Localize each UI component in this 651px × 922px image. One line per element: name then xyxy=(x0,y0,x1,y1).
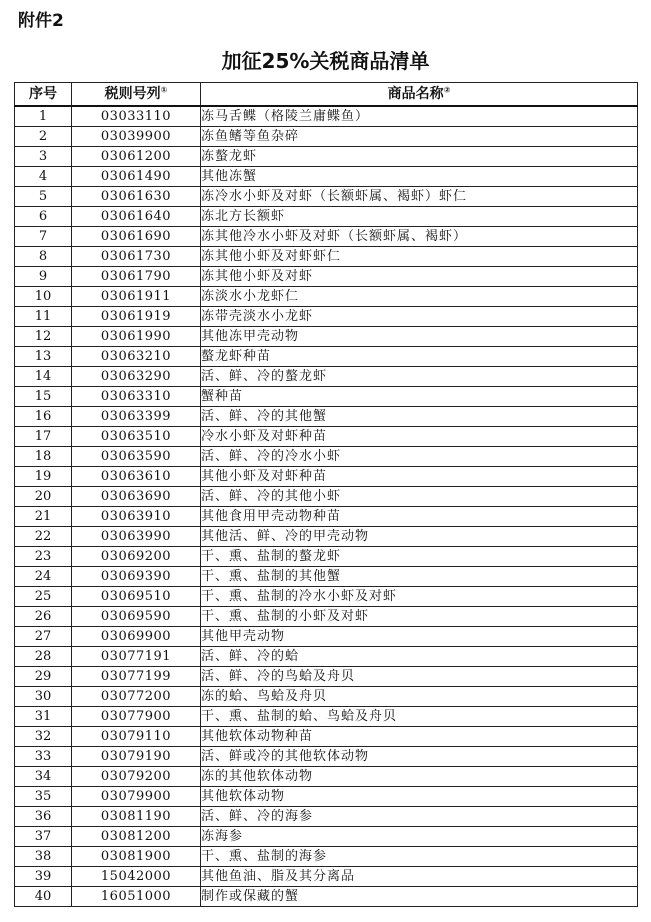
row-tariff-code-cell: 03061690 xyxy=(72,227,201,247)
table-row xyxy=(15,187,638,207)
row-serial-cell: 11 xyxy=(15,307,72,327)
table-row xyxy=(15,347,638,367)
tariff-goods-table xyxy=(14,82,638,907)
row-goods-name-cell: 活、鲜、冷的冷水小虾 xyxy=(201,447,638,467)
row-goods-name-cell: 冻的其他软体动物 xyxy=(201,767,638,787)
table-row xyxy=(15,667,638,687)
table-row xyxy=(15,527,638,547)
row-goods-name-cell: 活、鲜或冷的其他软体动物 xyxy=(201,747,638,767)
table-row xyxy=(15,147,638,167)
row-serial-cell: 38 xyxy=(15,847,72,867)
row-tariff-code-cell: 03061730 xyxy=(72,247,201,267)
row-serial-cell: 16 xyxy=(15,407,72,427)
row-goods-name-cell: 冻马舌鲽（格陵兰庸鲽鱼） xyxy=(201,106,638,127)
footnote-marker: ① xyxy=(160,85,168,95)
row-tariff-code-cell: 03077191 xyxy=(72,647,201,667)
table-row xyxy=(15,767,638,787)
row-goods-name-cell: 冻北方长额虾 xyxy=(201,207,638,227)
table-header-row xyxy=(15,83,638,107)
row-goods-name-cell: 冷水小虾及对虾种苗 xyxy=(201,427,638,447)
row-goods-name-cell: 其他小虾及对虾种苗 xyxy=(201,467,638,487)
row-goods-name-cell: 冻冷水小虾及对虾（长额虾属、褐虾）虾仁 xyxy=(201,187,638,207)
row-tariff-code-cell: 03063690 xyxy=(72,487,201,507)
row-serial-cell: 34 xyxy=(15,767,72,787)
table-row xyxy=(15,447,638,467)
row-goods-name-cell: 冻海参 xyxy=(201,827,638,847)
row-serial-cell: 21 xyxy=(15,507,72,527)
row-tariff-code-cell: 03077200 xyxy=(72,687,201,707)
column-header-goods-name: 商品名称② xyxy=(201,83,638,107)
row-goods-name-cell: 冻螯龙虾 xyxy=(201,147,638,167)
row-serial-cell: 9 xyxy=(15,267,72,287)
row-goods-name-cell: 其他冻蟹 xyxy=(201,167,638,187)
row-tariff-code-cell: 03079200 xyxy=(72,767,201,787)
row-tariff-code-cell: 03061990 xyxy=(72,327,201,347)
table-row xyxy=(15,247,638,267)
row-serial-cell: 19 xyxy=(15,467,72,487)
row-serial-cell: 24 xyxy=(15,567,72,587)
table-row xyxy=(15,547,638,567)
row-serial-cell: 17 xyxy=(15,427,72,447)
row-serial-cell: 32 xyxy=(15,727,72,747)
row-tariff-code-cell: 03061640 xyxy=(72,207,201,227)
row-serial-cell: 10 xyxy=(15,287,72,307)
table-row xyxy=(15,647,638,667)
table-row xyxy=(15,707,638,727)
row-goods-name-cell: 活、鲜、冷的海参 xyxy=(201,807,638,827)
table-row xyxy=(15,627,638,647)
table-row xyxy=(15,727,638,747)
row-goods-name-cell: 其他软体动物种苗 xyxy=(201,727,638,747)
table-row xyxy=(15,327,638,347)
row-goods-name-cell: 制作或保藏的蟹 xyxy=(201,887,638,907)
table-row xyxy=(15,307,638,327)
row-tariff-code-cell: 03063610 xyxy=(72,467,201,487)
row-serial-cell: 4 xyxy=(15,167,72,187)
row-serial-cell: 23 xyxy=(15,547,72,567)
table-row xyxy=(15,587,638,607)
table-row xyxy=(15,887,638,907)
row-goods-name-cell: 冻带壳淡水小龙虾 xyxy=(201,307,638,327)
row-tariff-code-cell: 03061200 xyxy=(72,147,201,167)
row-goods-name-cell: 冻的蛤、鸟蛤及舟贝 xyxy=(201,687,638,707)
row-tariff-code-cell: 03077199 xyxy=(72,667,201,687)
row-tariff-code-cell: 03069200 xyxy=(72,547,201,567)
row-goods-name-cell: 其他活、鲜、冷的甲壳动物 xyxy=(201,527,638,547)
row-goods-name-cell: 蟹种苗 xyxy=(201,387,638,407)
table-row xyxy=(15,867,638,887)
attachment-label: 附件2 xyxy=(18,11,64,31)
table-row xyxy=(15,367,638,387)
row-goods-name-cell: 活、鲜、冷的其他小虾 xyxy=(201,487,638,507)
table-row xyxy=(15,567,638,587)
row-tariff-code-cell: 03081900 xyxy=(72,847,201,867)
row-tariff-code-cell: 03077900 xyxy=(72,707,201,727)
table-row xyxy=(15,207,638,227)
row-serial-cell: 2 xyxy=(15,127,72,147)
row-serial-cell: 18 xyxy=(15,447,72,467)
table-row xyxy=(15,487,638,507)
row-goods-name-cell: 活、鲜、冷的螯龙虾 xyxy=(201,367,638,387)
row-serial-cell: 7 xyxy=(15,227,72,247)
table-row xyxy=(15,687,638,707)
row-goods-name-cell: 干、熏、盐制的其他蟹 xyxy=(201,567,638,587)
row-serial-cell: 33 xyxy=(15,747,72,767)
row-serial-cell: 27 xyxy=(15,627,72,647)
row-goods-name-cell: 冻淡水小龙虾仁 xyxy=(201,287,638,307)
table-row xyxy=(15,127,638,147)
table-row xyxy=(15,847,638,867)
table-row xyxy=(15,467,638,487)
row-goods-name-cell: 其他软体动物 xyxy=(201,787,638,807)
table-row xyxy=(15,227,638,247)
row-tariff-code-cell: 03063510 xyxy=(72,427,201,447)
row-serial-cell: 20 xyxy=(15,487,72,507)
row-goods-name-cell: 其他甲壳动物 xyxy=(201,627,638,647)
row-tariff-code-cell: 03069510 xyxy=(72,587,201,607)
row-serial-cell: 25 xyxy=(15,587,72,607)
row-tariff-code-cell: 03069590 xyxy=(72,607,201,627)
row-tariff-code-cell: 03063990 xyxy=(72,527,201,547)
table-row xyxy=(15,747,638,767)
row-serial-cell: 37 xyxy=(15,827,72,847)
row-serial-cell: 30 xyxy=(15,687,72,707)
row-serial-cell: 12 xyxy=(15,327,72,347)
footnote-marker: ② xyxy=(443,85,451,95)
table-row xyxy=(15,267,638,287)
row-tariff-code-cell: 03079110 xyxy=(72,727,201,747)
row-goods-name-cell: 活、鲜、冷的蛤 xyxy=(201,647,638,667)
page-title: 加征25%关税商品清单 xyxy=(221,49,430,73)
row-serial-cell: 15 xyxy=(15,387,72,407)
row-serial-cell: 39 xyxy=(15,867,72,887)
row-tariff-code-cell: 03069900 xyxy=(72,627,201,647)
row-goods-name-cell: 干、熏、盐制的小虾及对虾 xyxy=(201,607,638,627)
row-tariff-code-cell: 03061790 xyxy=(72,267,201,287)
row-tariff-code-cell: 03081200 xyxy=(72,827,201,847)
row-serial-cell: 26 xyxy=(15,607,72,627)
column-header-serial: 序号 xyxy=(15,83,72,107)
row-goods-name-cell: 干、熏、盐制的蛤、鸟蛤及舟贝 xyxy=(201,707,638,727)
row-serial-cell: 5 xyxy=(15,187,72,207)
table-row xyxy=(15,427,638,447)
table-row xyxy=(15,507,638,527)
row-tariff-code-cell: 03061919 xyxy=(72,307,201,327)
row-tariff-code-cell: 03079190 xyxy=(72,747,201,767)
row-goods-name-cell: 其他冻甲壳动物 xyxy=(201,327,638,347)
row-goods-name-cell: 干、熏、盐制的冷水小虾及对虾 xyxy=(201,587,638,607)
row-tariff-code-cell: 15042000 xyxy=(72,867,201,887)
table-row xyxy=(15,827,638,847)
row-serial-cell: 14 xyxy=(15,367,72,387)
row-goods-name-cell: 其他食用甲壳动物种苗 xyxy=(201,507,638,527)
row-serial-cell: 28 xyxy=(15,647,72,667)
row-tariff-code-cell: 03061490 xyxy=(72,167,201,187)
row-serial-cell: 1 xyxy=(15,106,72,127)
table-row xyxy=(15,287,638,307)
row-goods-name-cell: 干、熏、盐制的螯龙虾 xyxy=(201,547,638,567)
row-goods-name-cell: 活、鲜、冷的鸟蛤及舟贝 xyxy=(201,667,638,687)
row-serial-cell: 31 xyxy=(15,707,72,727)
table-row xyxy=(15,807,638,827)
table-row xyxy=(15,387,638,407)
row-tariff-code-cell: 03039900 xyxy=(72,127,201,147)
row-goods-name-cell: 冻其他小虾及对虾虾仁 xyxy=(201,247,638,267)
row-goods-name-cell: 冻其他冷水小虾及对虾（长额虾属、褐虾） xyxy=(201,227,638,247)
table-row xyxy=(15,167,638,187)
column-header-tariff-code: 税则号列① xyxy=(72,83,201,107)
row-goods-name-cell: 活、鲜、冷的其他蟹 xyxy=(201,407,638,427)
row-serial-cell: 35 xyxy=(15,787,72,807)
row-tariff-code-cell: 03063590 xyxy=(72,447,201,467)
row-serial-cell: 29 xyxy=(15,667,72,687)
row-serial-cell: 8 xyxy=(15,247,72,267)
row-serial-cell: 36 xyxy=(15,807,72,827)
row-tariff-code-cell: 03079900 xyxy=(72,787,201,807)
row-tariff-code-cell: 03061911 xyxy=(72,287,201,307)
row-serial-cell: 3 xyxy=(15,147,72,167)
row-goods-name-cell: 螯龙虾种苗 xyxy=(201,347,638,367)
row-tariff-code-cell: 03081190 xyxy=(72,807,201,827)
row-goods-name-cell: 其他鱼油、脂及其分离品 xyxy=(201,867,638,887)
table-row xyxy=(15,787,638,807)
row-serial-cell: 22 xyxy=(15,527,72,547)
row-goods-name-cell: 干、熏、盐制的海参 xyxy=(201,847,638,867)
row-tariff-code-cell: 03033110 xyxy=(72,106,201,127)
table-row xyxy=(15,106,638,127)
row-serial-cell: 6 xyxy=(15,207,72,227)
row-tariff-code-cell: 03063290 xyxy=(72,367,201,387)
row-tariff-code-cell: 16051000 xyxy=(72,887,201,907)
row-tariff-code-cell: 03061630 xyxy=(72,187,201,207)
row-goods-name-cell: 冻其他小虾及对虾 xyxy=(201,267,638,287)
row-tariff-code-cell: 03063910 xyxy=(72,507,201,527)
row-tariff-code-cell: 03063310 xyxy=(72,387,201,407)
table-row xyxy=(15,407,638,427)
row-tariff-code-cell: 03063210 xyxy=(72,347,201,367)
row-serial-cell: 13 xyxy=(15,347,72,367)
table-row xyxy=(15,607,638,627)
row-serial-cell: 40 xyxy=(15,887,72,907)
row-tariff-code-cell: 03069390 xyxy=(72,567,201,587)
row-goods-name-cell: 冻鱼鳍等鱼杂碎 xyxy=(201,127,638,147)
row-tariff-code-cell: 03063399 xyxy=(72,407,201,427)
